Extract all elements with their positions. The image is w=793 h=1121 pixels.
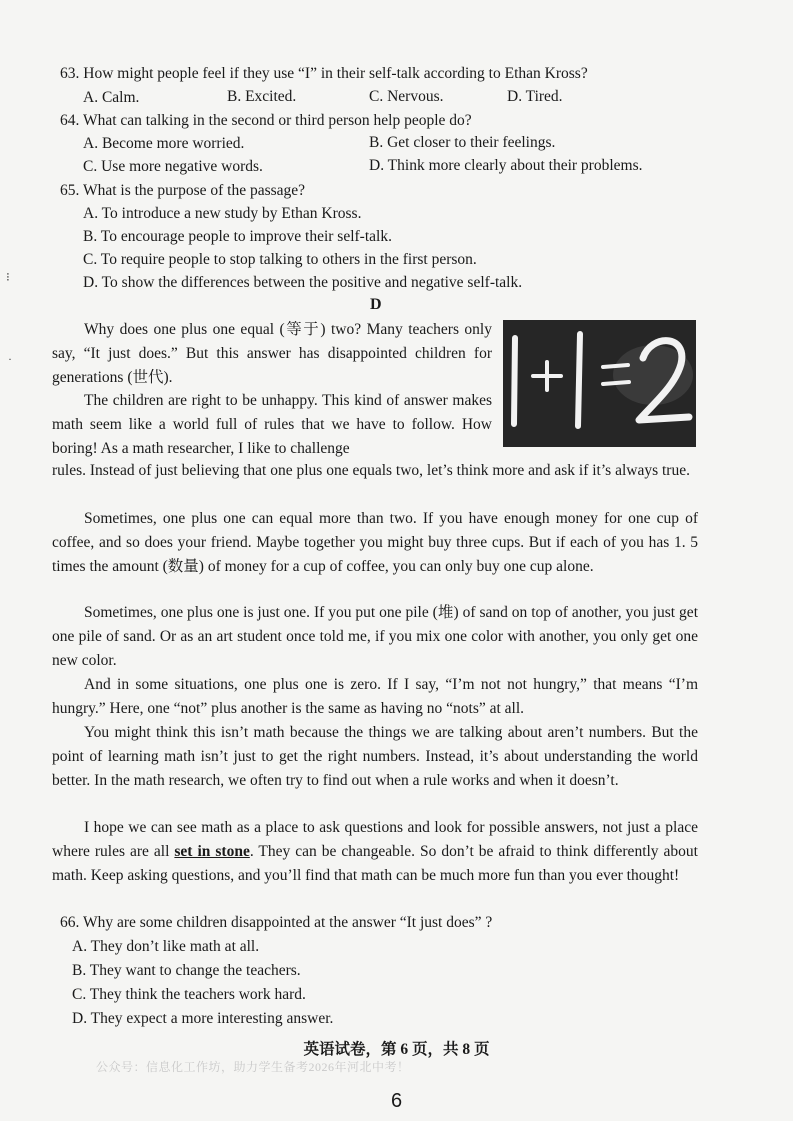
q63-option-b: B. Excited. — [227, 88, 297, 105]
q64-option-a: A. Become more worried. — [83, 135, 245, 152]
q63-option-c: C. Nervous. — [369, 88, 444, 105]
q65-option-d: D. To show the differences between the positive and negative self-talk. — [83, 274, 523, 291]
q66-option-c: C. They think the teachers work hard. — [72, 986, 306, 1003]
q64-option-d: D. Think more clearly about their problems. — [369, 157, 643, 174]
question-64-stem: 64. What can talking in the second or third person help people do? — [60, 112, 472, 129]
page-footer: 英语试卷，第 6 页，共 8 页 — [303, 1041, 490, 1058]
q66-option-d: D. They expect a more interesting answer. — [72, 1010, 334, 1027]
one-plus-one-equals-two-illustration — [503, 320, 696, 447]
question-65-stem: 65. What is the purpose of the passage? — [60, 182, 306, 199]
q64-option-b: B. Get closer to their feelings. — [369, 134, 556, 151]
passage-paragraph-1: Why does one plus one equal (等于) two? Many teachers only say, “It just does.” But this answer has disappointed children for generations (世代). — [52, 321, 492, 386]
q63-option-a: A. Calm. — [83, 89, 140, 106]
q66-option-b: B. They want to change the teachers. — [72, 962, 301, 979]
q64-option-c: C. Use more negative words. — [83, 158, 263, 175]
margin-mark: · — [8, 352, 12, 366]
section-label: D — [370, 296, 382, 313]
q65-option-b: B. To encourage people to improve their self-talk. — [83, 228, 392, 245]
passage-paragraph-2-start: The children are right to be unhappy. This kind of answer makes math seem like a world full of rules that we have to follow. How boring! As a math researcher, I like to challenge — [52, 392, 492, 457]
question-63-stem: 63. How might people feel if they use “I” in their self-talk according to Ethan Kross? — [60, 65, 588, 82]
passage-paragraph-7 — [52, 816, 698, 887]
passage-paragraph-5: And in some situations, one plus one is zero. If I say, “I’m not not hungry,” that means “I’m hungry.” Here, one “not” plus another is the same as having no “nots” at all. — [52, 676, 698, 717]
underlined-phrase: set in stone — [174, 842, 250, 860]
watermark-text: 公众号：信息化工作坊，助力学生备考2026年河北中考！ — [96, 1060, 410, 1074]
passage-paragraph-6: You might think this isn’t math because the things we are talking about aren’t numbers. But the point of learning math isn’t just to get the right numbers. Instead, it’s about understanding the world better. In the math research, we often try to find out when a rule works and when it doesn’t. — [52, 724, 698, 789]
chalkboard-image — [503, 320, 696, 447]
page-number: 6 — [390, 1090, 403, 1112]
paragraph-7-text-after: . They can be changeable. So don’t be afraid to think differently about math. Keep asking questions, and you’ll find that math can be much more fun than you ever thought! — [52, 842, 698, 884]
passage-paragraph-2-end: rules. Instead of just believing that one plus one equals two, let’s think more and ask if it’s always true. — [52, 462, 690, 479]
passage-paragraph-3: Sometimes, one plus one can equal more than two. If you have enough money for one cup of coffee, and so does your friend. Maybe together you might buy three cups. But if each of you has 1. 5 times the amount (数量) of money for a cup of coffee, you can only buy one cup alone. — [52, 510, 698, 575]
q66-option-a: A. They don’t like math at all. — [72, 938, 260, 955]
q65-option-c: C. To require people to stop talking to others in the first person. — [83, 251, 477, 268]
q65-option-a: A. To introduce a new study by Ethan Kross. — [83, 205, 362, 222]
passage-paragraph-4: Sometimes, one plus one is just one. If you put one pile (堆) of sand on top of another, you just get one pile of sand. Or as an art student once told me, if you mix one color with another, you only get one new color. — [52, 604, 698, 669]
margin-mark: ⁝ — [6, 270, 10, 284]
q63-option-d: D. Tired. — [507, 88, 563, 105]
question-66-stem: 66. Why are some children disappointed at the answer “It just does” ? — [60, 914, 493, 931]
paragraph-7-text-before: I hope we can see math as a place to ask questions and look for possible answers, not just a place where rules are all — [52, 819, 698, 860]
